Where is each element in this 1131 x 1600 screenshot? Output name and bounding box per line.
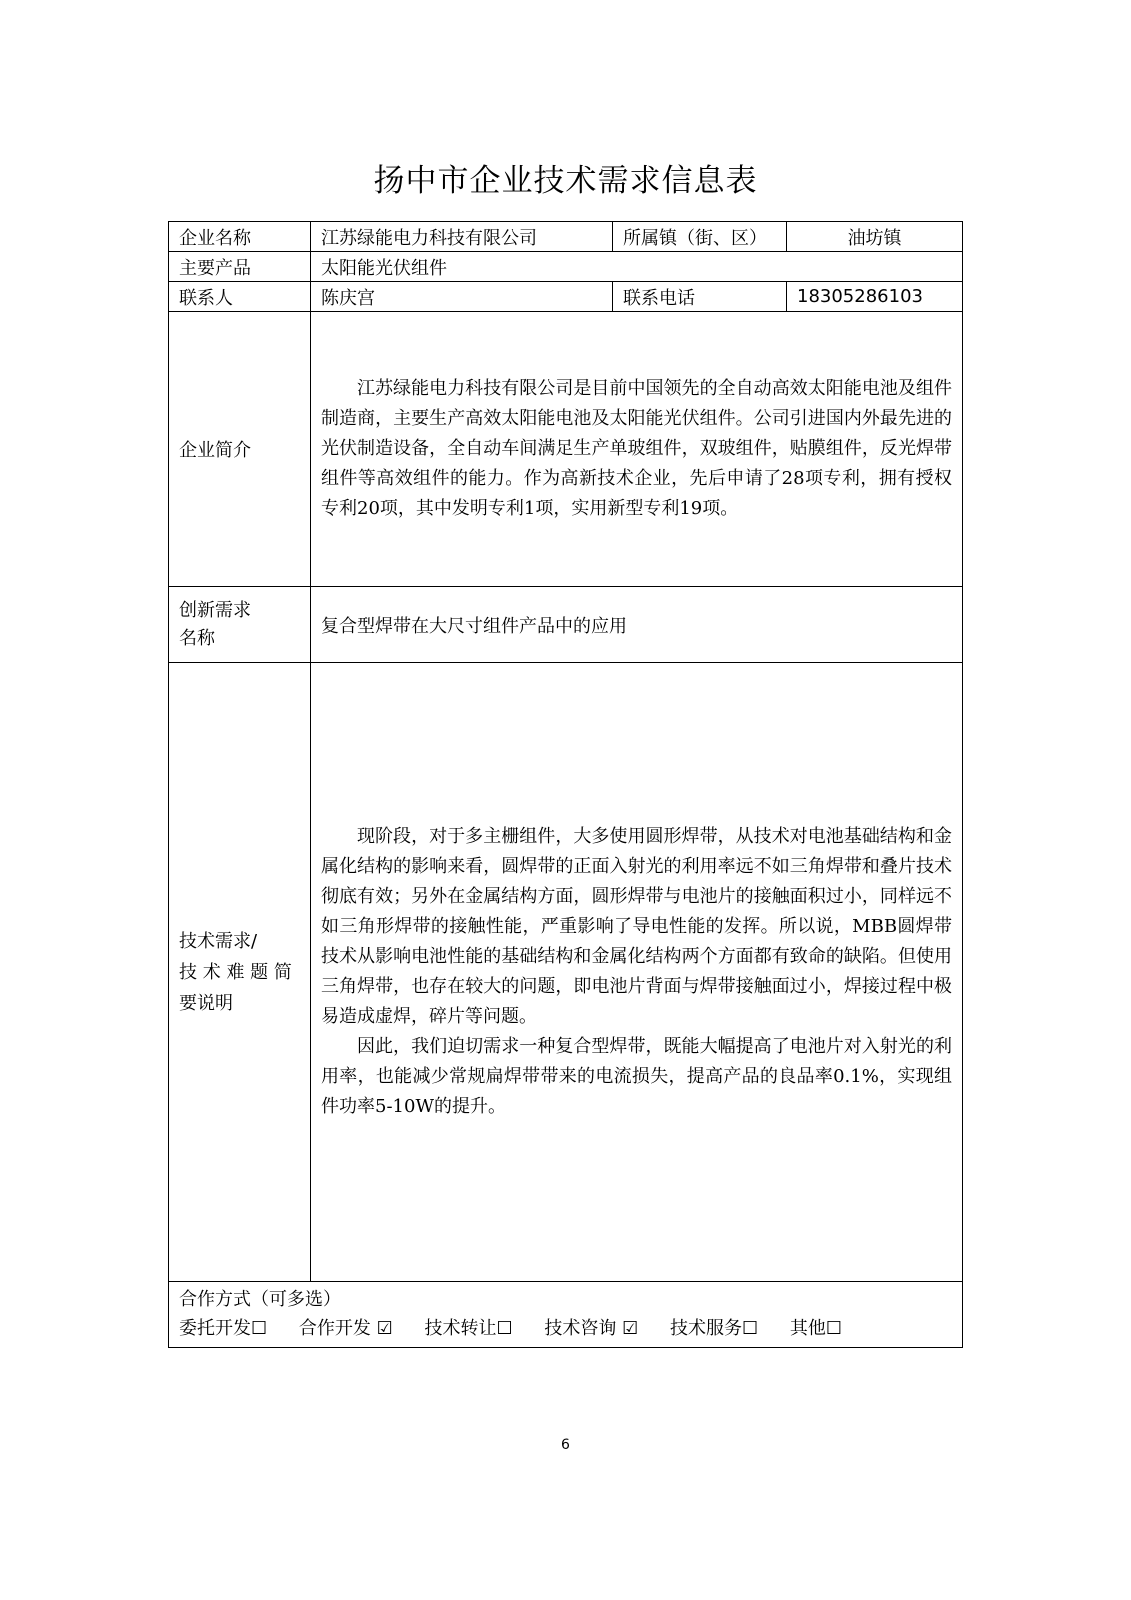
option-cooperative-development[interactable]: 合作开发 ☑ — [298, 1317, 393, 1339]
product-label: 主要产品 — [169, 252, 311, 282]
cooperation-label: 合作方式（可多选） — [179, 1288, 341, 1310]
contact-row — [169, 282, 963, 312]
contact-label: 联系人 — [169, 282, 311, 312]
tech-row — [169, 663, 963, 1282]
company-label: 企业名称 — [169, 222, 311, 252]
checkbox-icon: ☐ — [741, 1317, 759, 1339]
option-other[interactable]: 其他☐ — [789, 1317, 842, 1339]
checkbox-checked-icon: ☑ — [622, 1317, 639, 1339]
cooperation-cell — [169, 1282, 963, 1348]
company-value: 江苏绿能电力科技有限公司 — [311, 222, 613, 252]
phone-label: 联系电话 — [613, 282, 787, 312]
tech-label — [169, 663, 311, 1282]
cooperation-row — [169, 1282, 963, 1348]
checkbox-icon: ☐ — [496, 1317, 513, 1339]
intro-text: 江苏绿能电力科技有限公司是目前中国领先的全自动高效太阳能电池及组件制造商，主要生产高效太阳能电池及太阳能光伏组件。公司引进国内外最先进的光伏制造设备，全自动车间满足生产单玻组件，双玻组件，贴膜组件，反光焊带组件等高效组件的能力。作为高新技术企业，先后申请了28项专利，拥有授权专利20项，其中发明专利1项，实用新型专利19项。 — [321, 378, 952, 519]
demand-name-value: 复合型焊带在大尺寸组件产品中的应用 — [311, 587, 963, 663]
page-title: 扬中市企业技术需求信息表 — [373, 163, 758, 199]
intro-row — [169, 312, 963, 587]
option-technology-transfer[interactable]: 技术转让☐ — [424, 1317, 513, 1339]
option-technical-service[interactable]: 技术服务☐ — [669, 1317, 759, 1339]
tech-paragraph-2: 因此，我们迫切需求一种复合型焊带，既能大幅提高了电池片对入射光的利用率，也能减少常规扁焊带带来的电流损失，提高产品的良品率0.1%，实现组件功率5-10W的提升。 — [321, 1036, 952, 1117]
page-number: 6 — [561, 1437, 570, 1453]
cooperation-options — [179, 1314, 952, 1344]
tech-label-line3: 要说明 — [179, 992, 233, 1014]
product-value: 太阳能光伏组件 — [311, 252, 963, 282]
tech-cell — [311, 663, 963, 1282]
product-row — [169, 252, 963, 282]
intro-cell — [311, 312, 963, 587]
checkbox-icon: ☐ — [825, 1317, 842, 1339]
phone-value: 18305286103 — [787, 282, 963, 312]
demand-name-label — [169, 587, 311, 663]
demand-name-label-line1: 创新需求 — [179, 599, 251, 621]
demand-name-label-line2: 名称 — [179, 627, 215, 649]
town-value: 油坊镇 — [787, 222, 963, 252]
option-entrusted-development[interactable]: 委托开发☐ — [179, 1317, 268, 1339]
checkbox-checked-icon: ☑ — [376, 1317, 393, 1339]
company-row — [169, 222, 963, 252]
tech-paragraph-1: 现阶段，对于多主栅组件，大多使用圆形焊带，从技术对电池基础结构和金属化结构的影响来看，圆焊带的正面入射光的利用率远不如三角焊带和叠片技术彻底有效；另外在金属结构方面，圆形焊带与电池片的接触面积过小，同样远不如三角形焊带的接触性能，严重影响了导电性能的发挥。所以说，MBB圆焊带技术从影响电池性能的基础结构和金属化结构两个方面都有致命的缺陷。但使用三角焊带，也存在较大的问题，即电池片背面与焊带接触面过小，焊接过程中极易造成虚焊，碎片等问题。 — [321, 826, 952, 1027]
intro-label: 企业简介 — [169, 312, 311, 587]
option-technical-consulting[interactable]: 技术咨询 ☑ — [544, 1317, 639, 1339]
town-label: 所属镇（街、区） — [613, 222, 787, 252]
tech-label-line2: 技 术 难 题 简 — [179, 961, 292, 983]
contact-value: 陈庆宫 — [311, 282, 613, 312]
checkbox-icon: ☐ — [251, 1317, 268, 1339]
tech-demand-form — [168, 221, 963, 1348]
tech-label-line1: 技术需求/ — [179, 930, 258, 952]
demand-name-row — [169, 587, 963, 663]
